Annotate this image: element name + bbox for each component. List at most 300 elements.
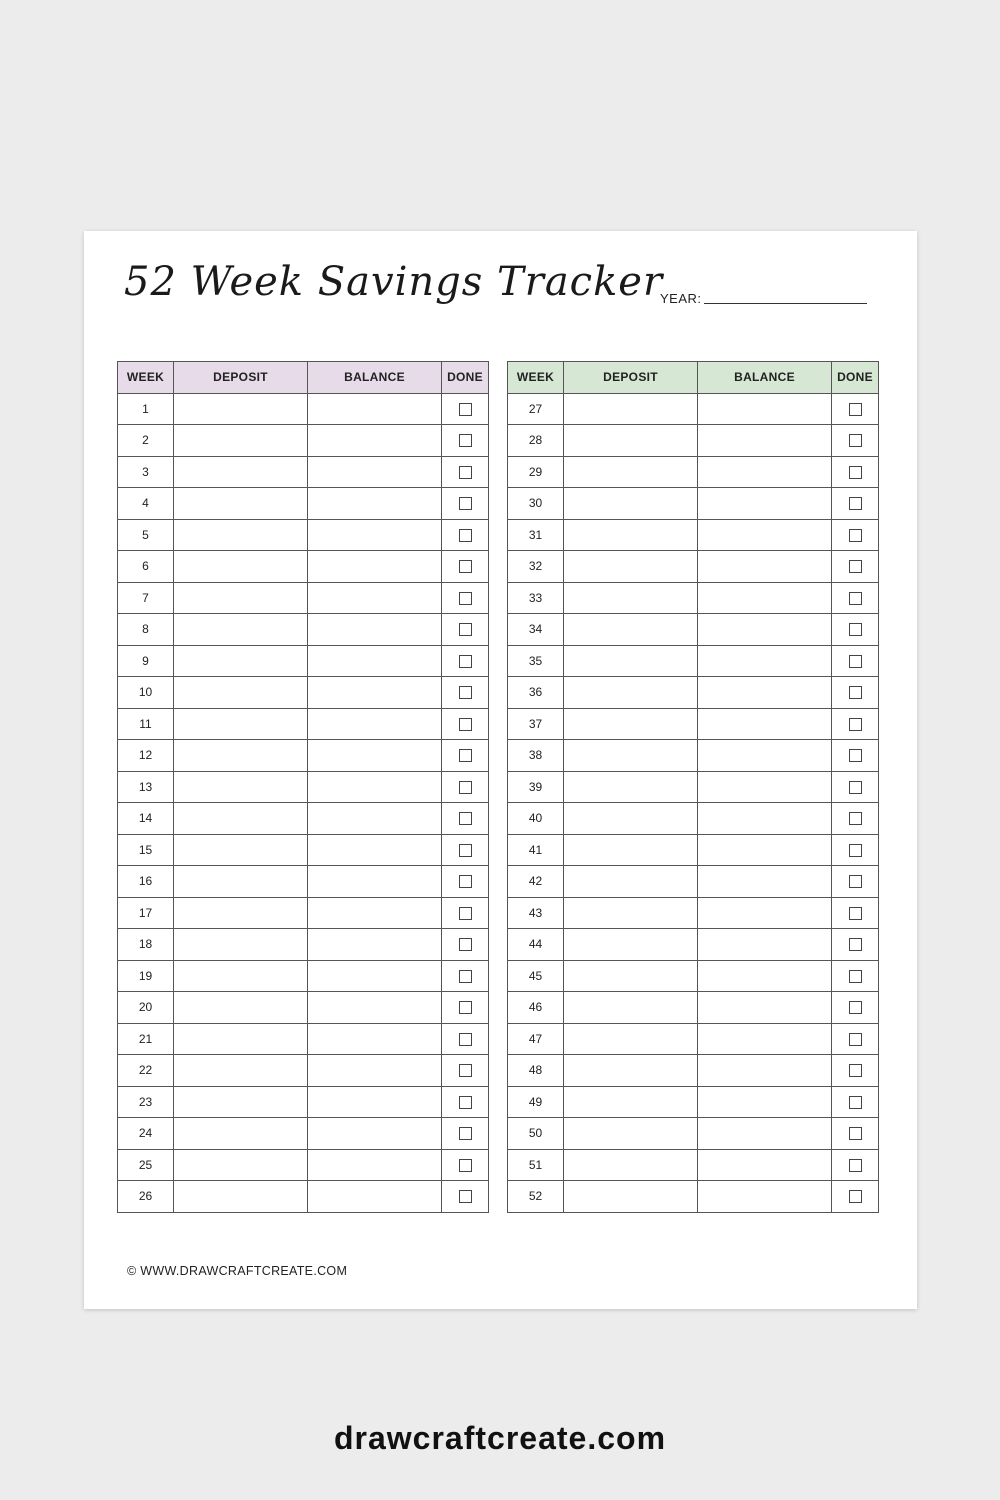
deposit-cell[interactable] — [174, 1149, 308, 1181]
done-checkbox[interactable] — [459, 434, 472, 447]
done-checkbox[interactable] — [459, 1159, 472, 1172]
deposit-cell[interactable] — [564, 929, 698, 961]
done-cell — [832, 740, 879, 772]
done-cell — [442, 1118, 489, 1150]
deposit-cell[interactable] — [564, 677, 698, 709]
balance-cell[interactable] — [698, 771, 832, 803]
done-checkbox[interactable] — [459, 812, 472, 825]
deposit-cell[interactable] — [564, 393, 698, 425]
done-checkbox[interactable] — [459, 1127, 472, 1140]
table-row — [508, 614, 879, 646]
done-cell — [832, 1118, 879, 1150]
year-input-line[interactable] — [704, 303, 867, 304]
balance-cell[interactable] — [698, 1086, 832, 1118]
done-checkbox[interactable] — [849, 812, 862, 825]
table-row — [118, 834, 489, 866]
balance-cell[interactable] — [308, 1149, 442, 1181]
brand-url: drawcraftcreate.com — [333, 1420, 667, 1456]
week-number: 15 — [118, 834, 174, 866]
deposit-cell[interactable] — [174, 393, 308, 425]
done-header: DONE — [442, 362, 489, 394]
done-cell — [442, 614, 489, 646]
balance-cell[interactable] — [698, 393, 832, 425]
done-checkbox[interactable] — [459, 781, 472, 794]
balance-cell[interactable] — [308, 614, 442, 646]
week-number: 17 — [118, 897, 174, 929]
done-cell — [442, 425, 489, 457]
done-cell — [832, 582, 879, 614]
done-checkbox[interactable] — [849, 749, 862, 762]
week-number: 25 — [118, 1149, 174, 1181]
done-checkbox[interactable] — [849, 655, 862, 668]
table-row — [508, 393, 879, 425]
done-checkbox[interactable] — [459, 875, 472, 888]
table-row — [118, 456, 489, 488]
deposit-header: DEPOSIT — [564, 362, 698, 394]
done-cell — [832, 992, 879, 1024]
balance-cell[interactable] — [308, 1055, 442, 1087]
table-row — [118, 708, 489, 740]
footer-copyright: © WWW.DRAWCRAFTCREATE.COM — [127, 1264, 348, 1278]
done-cell — [442, 1055, 489, 1087]
deposit-cell[interactable] — [174, 740, 308, 772]
table-row — [508, 708, 879, 740]
week-number: 1 — [118, 393, 174, 425]
done-checkbox[interactable] — [849, 686, 862, 699]
done-cell — [442, 1086, 489, 1118]
done-cell — [832, 425, 879, 457]
table-row — [118, 866, 489, 898]
done-checkbox[interactable] — [459, 655, 472, 668]
done-cell — [832, 614, 879, 646]
balance-cell[interactable] — [698, 582, 832, 614]
balance-cell[interactable] — [698, 708, 832, 740]
table-row — [508, 992, 879, 1024]
table-row — [118, 488, 489, 520]
week-number: 52 — [508, 1181, 564, 1213]
table-row — [118, 740, 489, 772]
year-label: YEAR: — [660, 291, 702, 306]
done-checkbox[interactable] — [849, 466, 862, 479]
done-checkbox[interactable] — [849, 1001, 862, 1014]
balance-cell[interactable] — [698, 1149, 832, 1181]
balance-cell[interactable] — [308, 929, 442, 961]
done-cell — [442, 551, 489, 583]
done-cell — [442, 582, 489, 614]
deposit-cell[interactable] — [174, 929, 308, 961]
table-row — [118, 582, 489, 614]
done-checkbox[interactable] — [459, 623, 472, 636]
deposit-cell[interactable] — [564, 551, 698, 583]
done-checkbox[interactable] — [459, 1001, 472, 1014]
done-cell — [832, 645, 879, 677]
table-row — [118, 677, 489, 709]
done-checkbox[interactable] — [849, 875, 862, 888]
done-cell — [442, 488, 489, 520]
deposit-header: DEPOSIT — [174, 362, 308, 394]
done-cell — [832, 960, 879, 992]
balance-cell[interactable] — [308, 708, 442, 740]
week-number: 46 — [508, 992, 564, 1024]
done-checkbox[interactable] — [459, 938, 472, 951]
table-row — [118, 897, 489, 929]
done-checkbox[interactable] — [849, 781, 862, 794]
balance-cell[interactable] — [308, 425, 442, 457]
table-row — [118, 614, 489, 646]
done-cell — [442, 1149, 489, 1181]
week-number: 33 — [508, 582, 564, 614]
done-cell — [832, 1055, 879, 1087]
deposit-cell[interactable] — [174, 708, 308, 740]
week-number: 49 — [508, 1086, 564, 1118]
table-row — [508, 456, 879, 488]
done-checkbox[interactable] — [849, 434, 862, 447]
balance-cell[interactable] — [308, 1023, 442, 1055]
balance-cell[interactable] — [698, 834, 832, 866]
deposit-cell[interactable] — [564, 771, 698, 803]
balance-cell[interactable] — [308, 488, 442, 520]
done-checkbox[interactable] — [459, 749, 472, 762]
deposit-cell[interactable] — [174, 771, 308, 803]
deposit-cell[interactable] — [174, 519, 308, 551]
done-checkbox[interactable] — [459, 592, 472, 605]
balance-cell[interactable] — [698, 803, 832, 835]
balance-cell[interactable] — [308, 393, 442, 425]
deposit-cell[interactable] — [564, 488, 698, 520]
balance-cell[interactable] — [698, 992, 832, 1024]
balance-cell[interactable] — [308, 551, 442, 583]
done-checkbox[interactable] — [849, 1064, 862, 1077]
deposit-cell[interactable] — [174, 645, 308, 677]
done-checkbox[interactable] — [849, 623, 862, 636]
balance-header: BALANCE — [698, 362, 832, 394]
deposit-cell[interactable] — [564, 456, 698, 488]
done-cell — [832, 1181, 879, 1213]
balance-cell[interactable] — [308, 677, 442, 709]
balance-cell[interactable] — [308, 1181, 442, 1213]
balance-cell[interactable] — [698, 960, 832, 992]
balance-cell[interactable] — [308, 803, 442, 835]
done-cell — [832, 1023, 879, 1055]
done-cell — [442, 519, 489, 551]
done-cell — [442, 929, 489, 961]
week-number: 26 — [118, 1181, 174, 1213]
done-checkbox[interactable] — [459, 1096, 472, 1109]
balance-cell[interactable] — [308, 960, 442, 992]
table-header-row — [118, 362, 489, 394]
deposit-cell[interactable] — [564, 1181, 698, 1213]
table-row — [508, 582, 879, 614]
table-row — [118, 771, 489, 803]
done-cell — [442, 708, 489, 740]
done-cell — [832, 897, 879, 929]
deposit-cell[interactable] — [174, 1181, 308, 1213]
balance-cell[interactable] — [308, 740, 442, 772]
balance-cell[interactable] — [698, 1023, 832, 1055]
table-row — [118, 393, 489, 425]
done-checkbox[interactable] — [849, 844, 862, 857]
deposit-cell[interactable] — [564, 1086, 698, 1118]
week-number: 7 — [118, 582, 174, 614]
deposit-cell[interactable] — [564, 960, 698, 992]
deposit-cell[interactable] — [174, 960, 308, 992]
deposit-cell[interactable] — [564, 519, 698, 551]
week-number: 22 — [118, 1055, 174, 1087]
table-row — [508, 929, 879, 961]
balance-cell[interactable] — [698, 551, 832, 583]
deposit-cell[interactable] — [174, 456, 308, 488]
table-row — [508, 897, 879, 929]
deposit-cell[interactable] — [564, 425, 698, 457]
balance-cell[interactable] — [698, 1055, 832, 1087]
done-checkbox[interactable] — [459, 1190, 472, 1203]
table-row — [118, 1023, 489, 1055]
week-number: 43 — [508, 897, 564, 929]
done-checkbox[interactable] — [849, 1159, 862, 1172]
week-number: 39 — [508, 771, 564, 803]
done-checkbox[interactable] — [459, 497, 472, 510]
week-header: WEEK — [118, 362, 174, 394]
deposit-cell[interactable] — [174, 1055, 308, 1087]
week-number: 31 — [508, 519, 564, 551]
week-number: 23 — [118, 1086, 174, 1118]
table-row — [118, 1149, 489, 1181]
balance-cell[interactable] — [698, 488, 832, 520]
balance-cell[interactable] — [698, 1118, 832, 1150]
week-number: 48 — [508, 1055, 564, 1087]
deposit-cell[interactable] — [564, 834, 698, 866]
balance-cell[interactable] — [698, 425, 832, 457]
balance-cell[interactable] — [698, 614, 832, 646]
done-checkbox[interactable] — [459, 907, 472, 920]
done-checkbox[interactable] — [459, 1064, 472, 1077]
deposit-cell[interactable] — [174, 582, 308, 614]
table-row — [508, 1149, 879, 1181]
deposit-cell[interactable] — [174, 551, 308, 583]
deposit-cell[interactable] — [564, 866, 698, 898]
done-cell — [442, 960, 489, 992]
done-checkbox[interactable] — [459, 718, 472, 731]
deposit-cell[interactable] — [174, 866, 308, 898]
done-cell — [442, 866, 489, 898]
balance-cell[interactable] — [698, 645, 832, 677]
balance-cell[interactable] — [308, 897, 442, 929]
table-row — [508, 677, 879, 709]
table-row — [508, 1055, 879, 1087]
week-number: 9 — [118, 645, 174, 677]
table-row — [508, 1118, 879, 1150]
week-number: 37 — [508, 708, 564, 740]
table-row — [508, 1086, 879, 1118]
done-cell — [832, 834, 879, 866]
deposit-cell[interactable] — [564, 992, 698, 1024]
week-number: 41 — [508, 834, 564, 866]
done-cell — [442, 834, 489, 866]
table-row — [508, 1181, 879, 1213]
balance-cell[interactable] — [308, 582, 442, 614]
week-number: 21 — [118, 1023, 174, 1055]
week-number: 30 — [508, 488, 564, 520]
deposit-cell[interactable] — [564, 803, 698, 835]
week-number: 11 — [118, 708, 174, 740]
done-cell — [442, 393, 489, 425]
week-number: 14 — [118, 803, 174, 835]
week-number: 16 — [118, 866, 174, 898]
table-row — [118, 1118, 489, 1150]
table-row — [118, 1086, 489, 1118]
deposit-cell[interactable] — [564, 1055, 698, 1087]
done-cell — [832, 803, 879, 835]
week-number: 20 — [118, 992, 174, 1024]
done-checkbox[interactable] — [849, 1127, 862, 1140]
table-row — [118, 803, 489, 835]
balance-cell[interactable] — [308, 771, 442, 803]
balance-cell[interactable] — [698, 740, 832, 772]
table-row — [508, 1023, 879, 1055]
done-cell — [832, 929, 879, 961]
done-checkbox[interactable] — [849, 970, 862, 983]
deposit-cell[interactable] — [564, 1149, 698, 1181]
balance-cell[interactable] — [308, 866, 442, 898]
balance-cell[interactable] — [698, 677, 832, 709]
week-number: 8 — [118, 614, 174, 646]
deposit-cell[interactable] — [564, 645, 698, 677]
balance-cell[interactable] — [308, 519, 442, 551]
table-row — [508, 425, 879, 457]
done-checkbox[interactable] — [459, 1033, 472, 1046]
done-checkbox[interactable] — [849, 1033, 862, 1046]
done-checkbox[interactable] — [459, 970, 472, 983]
done-checkbox[interactable] — [849, 592, 862, 605]
balance-cell[interactable] — [698, 929, 832, 961]
balance-cell[interactable] — [698, 1181, 832, 1213]
deposit-cell[interactable] — [174, 992, 308, 1024]
done-cell — [442, 677, 489, 709]
table-row — [508, 834, 879, 866]
done-cell — [832, 677, 879, 709]
table-row — [508, 866, 879, 898]
table-row — [508, 960, 879, 992]
deposit-cell[interactable] — [174, 1023, 308, 1055]
week-number: 36 — [508, 677, 564, 709]
week-number: 38 — [508, 740, 564, 772]
done-checkbox[interactable] — [849, 1190, 862, 1203]
week-number: 12 — [118, 740, 174, 772]
deposit-cell[interactable] — [564, 897, 698, 929]
done-checkbox[interactable] — [849, 718, 862, 731]
table-row — [118, 519, 489, 551]
table-row — [118, 1181, 489, 1213]
week-number: 6 — [118, 551, 174, 583]
table-row — [118, 645, 489, 677]
done-checkbox[interactable] — [849, 403, 862, 416]
balance-cell[interactable] — [698, 897, 832, 929]
deposit-cell[interactable] — [174, 425, 308, 457]
week-number: 50 — [508, 1118, 564, 1150]
done-checkbox[interactable] — [849, 529, 862, 542]
done-checkbox[interactable] — [459, 560, 472, 573]
balance-cell[interactable] — [308, 1118, 442, 1150]
week-number: 40 — [508, 803, 564, 835]
deposit-cell[interactable] — [174, 803, 308, 835]
week-number: 10 — [118, 677, 174, 709]
table-row — [508, 488, 879, 520]
balance-cell[interactable] — [698, 456, 832, 488]
table-row — [508, 771, 879, 803]
balance-cell[interactable] — [308, 1086, 442, 1118]
done-cell — [442, 803, 489, 835]
balance-cell[interactable] — [308, 645, 442, 677]
tracker-table-right — [507, 361, 879, 1213]
done-checkbox[interactable] — [459, 686, 472, 699]
table-row — [508, 519, 879, 551]
done-cell — [832, 519, 879, 551]
done-checkbox[interactable] — [459, 466, 472, 479]
deposit-cell[interactable] — [174, 834, 308, 866]
done-cell — [832, 771, 879, 803]
done-cell — [442, 1023, 489, 1055]
deposit-cell[interactable] — [564, 1023, 698, 1055]
week-number: 19 — [118, 960, 174, 992]
week-number: 35 — [508, 645, 564, 677]
week-number: 32 — [508, 551, 564, 583]
deposit-cell[interactable] — [174, 1118, 308, 1150]
deposit-cell[interactable] — [564, 614, 698, 646]
done-checkbox[interactable] — [849, 1096, 862, 1109]
table-row — [118, 960, 489, 992]
done-cell — [832, 393, 879, 425]
table-row — [118, 425, 489, 457]
table-row — [508, 740, 879, 772]
deposit-cell[interactable] — [564, 708, 698, 740]
week-number: 4 — [118, 488, 174, 520]
done-cell — [442, 992, 489, 1024]
done-checkbox[interactable] — [849, 938, 862, 951]
week-number: 45 — [508, 960, 564, 992]
week-number: 28 — [508, 425, 564, 457]
deposit-cell[interactable] — [564, 582, 698, 614]
week-number: 2 — [118, 425, 174, 457]
table-row — [118, 1055, 489, 1087]
done-cell — [442, 740, 489, 772]
deposit-cell[interactable] — [174, 897, 308, 929]
deposit-cell[interactable] — [564, 1118, 698, 1150]
done-checkbox[interactable] — [849, 907, 862, 920]
deposit-cell[interactable] — [174, 1086, 308, 1118]
done-checkbox[interactable] — [459, 529, 472, 542]
deposit-cell[interactable] — [174, 677, 308, 709]
deposit-cell[interactable] — [174, 614, 308, 646]
done-checkbox[interactable] — [459, 844, 472, 857]
done-checkbox[interactable] — [849, 497, 862, 510]
balance-cell[interactable] — [308, 834, 442, 866]
deposit-cell[interactable] — [174, 488, 308, 520]
tracker-sheet — [84, 231, 917, 1309]
balance-cell[interactable] — [308, 456, 442, 488]
week-number: 34 — [508, 614, 564, 646]
tracker-table-left — [117, 361, 489, 1213]
balance-cell[interactable] — [698, 519, 832, 551]
done-header: DONE — [832, 362, 879, 394]
table-row — [508, 551, 879, 583]
balance-cell[interactable] — [308, 992, 442, 1024]
deposit-cell[interactable] — [564, 740, 698, 772]
week-number: 51 — [508, 1149, 564, 1181]
done-checkbox[interactable] — [849, 560, 862, 573]
table-row — [118, 551, 489, 583]
done-checkbox[interactable] — [459, 403, 472, 416]
balance-cell[interactable] — [698, 866, 832, 898]
